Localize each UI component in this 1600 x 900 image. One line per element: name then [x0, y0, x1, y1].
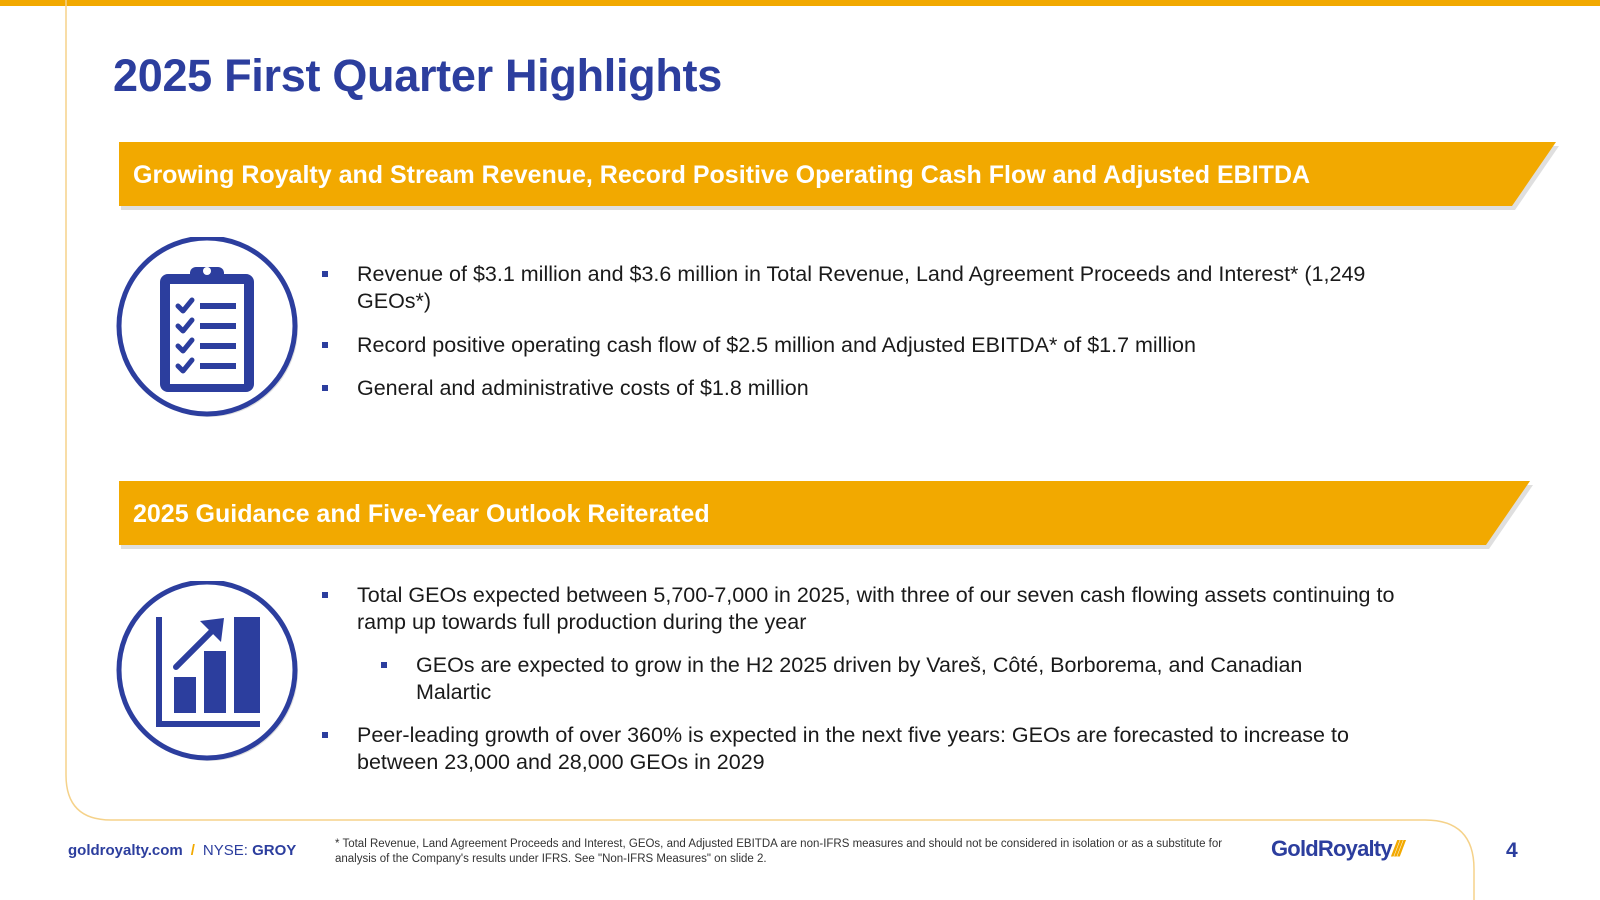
section2-banner-title: 2025 Guidance and Five-Year Outlook Reiterated: [133, 500, 710, 528]
exchange-label: NYSE:: [202, 842, 248, 859]
section2-bullet-list: [320, 582, 1400, 776]
footer-contact: [68, 842, 296, 859]
page-number: 4: [1506, 839, 1518, 862]
clipboard-checklist-icon: [116, 237, 302, 423]
section1-banner: [119, 142, 1559, 206]
footnote: * Total Revenue, Land Agreement Proceeds and Interest, GEOs, and Adjusted EBITDA are non-IFRS measures and should not be considered in isolation or as a substitute for analysis of the Company's results under IFRS. See "Non-IFRS Measures" on slide 2.: [335, 838, 1223, 865]
sub-list-item: GEOs are expected to grow in the H2 2025 driven by Vareš, Côté, Borborema, and Canadian Malartic: [320, 652, 1400, 706]
list-item: Peer-leading growth of over 360% is expected in the next five years: GEOs are forecasted to increase to between 23,000 and 28,000 GEOs in 2029: [320, 722, 1400, 776]
website-link[interactable]: goldroyalty.com: [68, 842, 183, 859]
growth-bar-chart-icon: [116, 581, 302, 767]
list-item: General and administrative costs of $1.8 million: [320, 375, 1400, 402]
logo-text: GoldRoyalty: [1271, 836, 1392, 861]
company-logo: [1271, 836, 1401, 862]
footer-separator: /: [190, 842, 195, 859]
section2-banner: [119, 481, 1533, 545]
list-item: Total GEOs expected between 5,700-7,000 in 2025, with three of our seven cash flowing assets continuing to ramp up towards full production during the year: [320, 582, 1400, 636]
section1-banner-title: Growing Royalty and Stream Revenue, Record Positive Operating Cash Flow and Adjusted EBITDA: [133, 161, 1311, 189]
logo-mark: ///: [1391, 836, 1402, 861]
list-item: Revenue of $3.1 million and $3.6 million in Total Revenue, Land Agreement Proceeds and Interest* (1,249 GEOs*): [320, 261, 1400, 315]
ticker-symbol: GROY: [252, 842, 297, 859]
list-item: Record positive operating cash flow of $2.5 million and Adjusted EBITDA* of $1.7 million: [320, 332, 1400, 359]
page-title: 2025 First Quarter Highlights: [113, 50, 722, 101]
section1-bullet-list: [320, 261, 1400, 402]
